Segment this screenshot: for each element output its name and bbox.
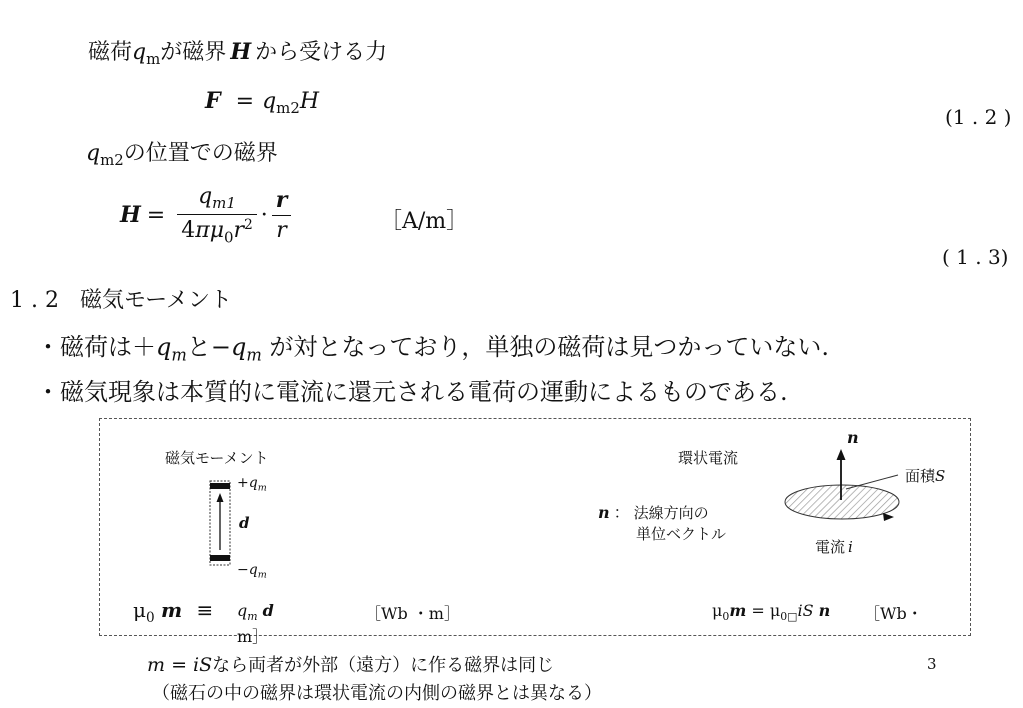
current-loop — [785, 485, 899, 519]
n-desc-text1: 法線方向の — [633, 504, 709, 522]
eq12-qsub: m2 — [276, 99, 300, 118]
eq13-den-mu-sub: 0 — [224, 228, 234, 247]
pos-q: q — [86, 141, 101, 166]
loop-equals: = — [751, 601, 765, 620]
moment-formula-lhs — [133, 598, 213, 626]
loop-box-glyph: □ — [787, 609, 798, 623]
footer-m: m — [147, 654, 166, 676]
current-label — [815, 536, 853, 557]
eq13-num-q: q — [198, 184, 213, 209]
section-number: 1 . 2 — [10, 288, 59, 313]
n-description-line1 — [598, 500, 709, 523]
eq13-unit-vector — [272, 187, 292, 243]
bullet1-b: と− — [186, 333, 231, 361]
force-intro-c: から受ける力 — [255, 40, 388, 65]
loop-m: m — [729, 601, 747, 620]
bullet-mark: ・ — [36, 333, 60, 361]
area-text: 面積 — [905, 467, 936, 485]
loop-formula — [712, 601, 830, 623]
moment-unit-overflow: m］ — [237, 627, 269, 646]
bullet1-c: が対となっており，単独の磁荷は見つかっていない. — [261, 333, 830, 361]
eq13-dot: · — [260, 202, 268, 228]
plus-q: +q — [237, 475, 258, 491]
footer-iS: iS — [193, 654, 213, 676]
bullet1-q1: q — [156, 333, 172, 361]
rhs-q-sub: m — [247, 609, 258, 623]
n-desc-symbol: n — [598, 503, 610, 522]
eq13-numerator — [177, 184, 257, 215]
eq13-num-sub: m1 — [212, 194, 236, 213]
force-intro-a: 磁荷 — [88, 40, 133, 65]
eq13-equals: = — [146, 202, 166, 228]
bullet1-a: 磁荷は＋ — [60, 333, 156, 361]
pos-qsub: m2 — [100, 151, 124, 170]
equiv-sign: ≡ — [196, 598, 214, 622]
q-subscript: m — [146, 50, 161, 69]
bullet1-q2sub: m — [246, 345, 262, 365]
loop-mu2-sub: 0 — [780, 609, 788, 623]
rhs-q: q — [237, 601, 248, 620]
minus-q-sub: m — [257, 569, 267, 581]
rhs-d: d — [262, 601, 274, 620]
current-text: 電流 — [815, 538, 846, 556]
force-intro-b: が磁界 — [160, 40, 227, 65]
equation-1-2 — [205, 88, 319, 117]
loop-iS: iS — [797, 601, 814, 620]
eq12-lhs: F — [205, 88, 221, 114]
magnet-diagram — [205, 478, 235, 570]
normal-vector-head — [837, 449, 846, 460]
pos-text: の位置での磁界 — [123, 141, 278, 166]
eq13-lhs: H — [120, 202, 141, 229]
eq13-den-mu: μ — [209, 218, 225, 244]
dipole-arrowhead — [217, 493, 224, 502]
bullet-mark: ・ — [36, 378, 60, 406]
eq13-den-4: 4 — [181, 218, 196, 244]
minus-charge-label — [237, 562, 267, 580]
eq13-den-pi: π — [195, 218, 210, 244]
loop-unit: ［Wb・ — [864, 604, 923, 623]
n-desc-colon: ： — [613, 503, 630, 522]
moment-unit: ［Wb ・m］ — [365, 604, 460, 623]
normal-n-label: n — [847, 428, 859, 447]
dipole-d-label: d — [239, 514, 250, 532]
plus-charge-label — [237, 475, 267, 493]
eq13-den-r: r — [233, 218, 245, 244]
bullet1-q2: q — [230, 333, 247, 361]
mu-symbol: μ — [133, 598, 146, 622]
footer-note: （磁石の中の磁界は環状電流の内側の磁界とは異なる） — [152, 683, 602, 704]
equation-number-1-2: (1 . 2 ) — [945, 105, 1012, 129]
eq12-q: q — [262, 89, 277, 114]
eq12-equals: = — [235, 89, 255, 114]
position-line — [86, 136, 278, 169]
fig-loop-title: 環状電流 — [678, 449, 739, 467]
section-heading — [10, 283, 232, 314]
mu-sub: 0 — [146, 609, 155, 626]
minus-q: −q — [237, 562, 258, 578]
section-title: 磁気モーメント — [79, 288, 233, 313]
eq13-scalar-r: r — [276, 218, 287, 244]
footer-text1: なら両者が外部（遠方）に作る磁界は同じ — [212, 655, 555, 676]
equation-1-3 — [120, 184, 291, 247]
moment-formula-rhs — [237, 601, 274, 623]
bullet1-q1sub: m — [171, 345, 187, 365]
page-number: 3 — [927, 655, 937, 673]
footer-eq: = — [171, 654, 187, 676]
plus-pole — [210, 483, 230, 489]
current-direction-arrow — [883, 513, 894, 521]
minus-pole — [210, 555, 230, 561]
m-vector: m — [161, 598, 183, 622]
loop-mu-sub: 0 — [722, 609, 730, 623]
loop-mu: μ — [712, 601, 723, 620]
bullet-magnetic-phenomena — [36, 372, 788, 407]
q-symbol: q — [132, 40, 147, 65]
plus-q-sub: m — [257, 482, 267, 494]
eq13-denominator — [177, 215, 257, 246]
equation-number-1-3: ( 1 . 3) — [942, 245, 1009, 269]
bullet2-text: 磁気現象は本質的に電流に還元される電荷の運動によるものである. — [60, 378, 788, 406]
current-loop-diagram — [780, 445, 920, 530]
fig-moment-title: 磁気モーメント — [165, 449, 269, 467]
eq13-vec-r: r — [272, 187, 292, 216]
eq13-unit: ［A/m］ — [380, 209, 469, 234]
footer-equivalence — [147, 651, 554, 677]
area-var: S — [935, 467, 946, 485]
bullet-magnetic-charge — [36, 327, 829, 365]
eq13-den-r-sup: 2 — [244, 217, 253, 234]
eq13-fraction — [177, 184, 257, 247]
force-intro-line — [88, 35, 387, 68]
h-symbol: H — [230, 39, 252, 65]
eq12-h: H — [299, 89, 320, 114]
loop-mu2: μ — [769, 601, 781, 620]
loop-n: n — [818, 601, 831, 620]
area-leader-line — [846, 475, 898, 489]
current-var: i — [848, 538, 853, 556]
n-description-line2: 単位ベクトル — [636, 525, 727, 543]
